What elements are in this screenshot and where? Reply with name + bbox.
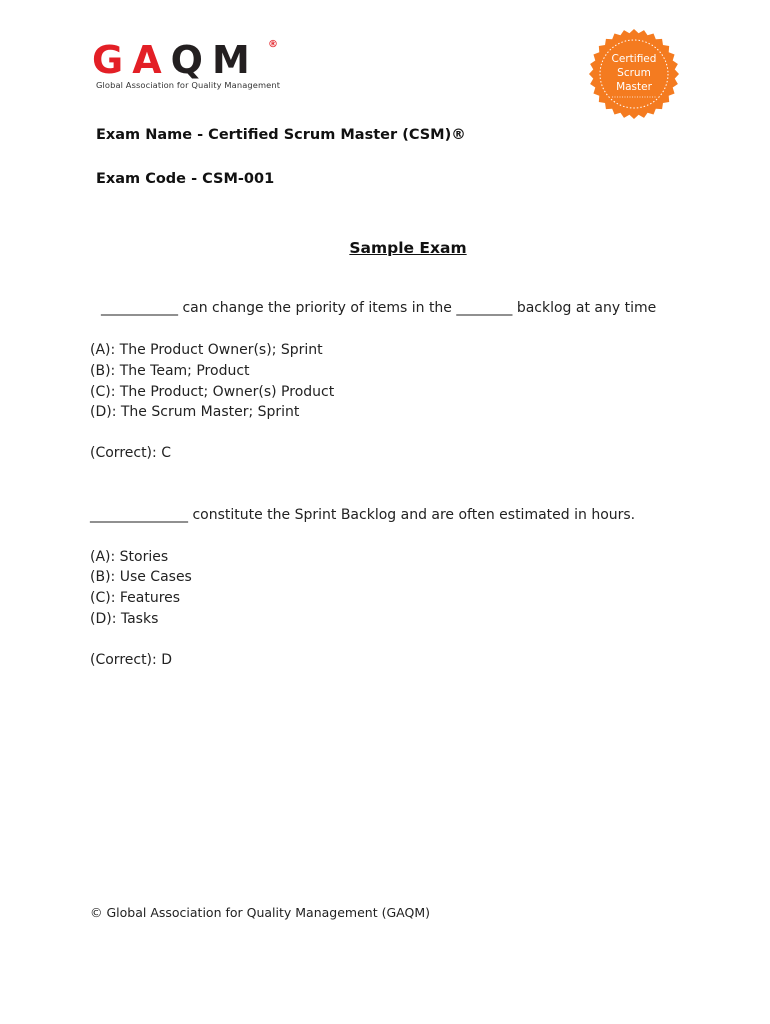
certified-scrum-master-badge: [588, 28, 680, 120]
footer-copyright: © Global Association for Quality Management (GAQM): [90, 905, 430, 920]
question-1-option-c: (C): The Product; Owner(s) Product: [90, 384, 335, 400]
question-2-option-b: (B): Use Cases: [90, 569, 192, 585]
exam-code: Exam Code - CSM-001: [96, 171, 275, 187]
logo-tagline: Global Association for Quality Management: [96, 80, 281, 90]
logo-letter-g: G: [92, 38, 133, 82]
gaqm-logo: [92, 38, 292, 98]
question-1-option-b: (B): The Team; Product: [90, 363, 250, 379]
logo-wordmark: [92, 38, 259, 82]
badge-line-certified: Certified: [611, 53, 657, 65]
question-2-option-c: (C): Features: [90, 590, 181, 606]
logo-letter-a: A: [132, 38, 171, 82]
question-1-correct: (Correct): C: [90, 445, 171, 461]
exam-name: Exam Name - Certified Scrum Master (CSM)®: [96, 127, 466, 143]
registered-mark: ®: [268, 39, 278, 50]
badge-line-scrum: Scrum: [617, 67, 651, 79]
badge-line-master: Master: [616, 81, 652, 93]
logo-letter-m: M: [211, 38, 259, 82]
question-1-option-d: (D): The Scrum Master; Sprint: [90, 404, 300, 420]
question-1-option-a: (A): The Product Owner(s); Sprint: [90, 342, 323, 358]
question-2-text: ______________ constitute the Sprint Backlog and are often estimated in hours.: [90, 507, 636, 523]
question-2-correct: (Correct): D: [90, 652, 172, 668]
page-title: Sample Exam: [349, 239, 467, 257]
question-1-text: ___________ can change the priority of items in the ________ backlog at any time: [101, 300, 657, 316]
logo-letter-q: Q: [170, 38, 212, 82]
question-2-option-a: (A): Stories: [90, 549, 169, 565]
question-2-option-d: (D): Tasks: [90, 611, 159, 627]
